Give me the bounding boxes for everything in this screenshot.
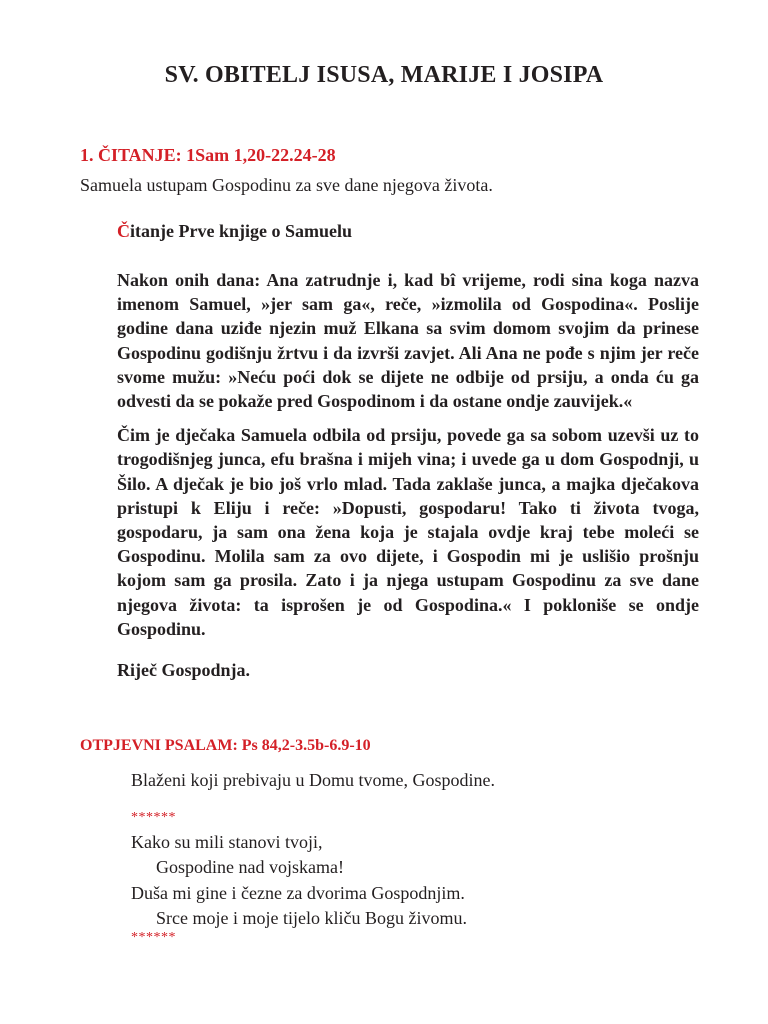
reading-intro	[117, 221, 352, 242]
verse-line: Kako su mili stanovi tvoji,	[131, 832, 323, 852]
document-title: SV. OBITELJ ISUSA, MARIJE I JOSIPA	[164, 62, 604, 88]
reading-body	[117, 268, 699, 692]
reading-intro-initial: Č	[117, 221, 130, 241]
reading-heading: 1. ČITANJE: 1Sam 1,20-22.24-28	[80, 145, 336, 165]
psalm-response: Blaženi koji prebivaju u Domu tvome, Gospodine.	[131, 770, 495, 790]
verse-line: Duša mi gine i čezne za dvorima Gospodnjim.	[131, 882, 465, 903]
reading-closing: Riječ Gospodnja.	[117, 660, 251, 681]
reading-paragraph: Nakon onih dana: Ana zatrudnje i, kad bî vrijeme, rodi sina koga nazva imenom Samuel, »jer sam ga«, reče, »izmolila od Gospodina«. Poslije godine dana uziđe njezin muž Elkana sa svim domom svojim da prinese Gospodinu godišnju žrtvu i da izvrši zavjet. Ali Ana ne pođe s njim jer reče svome mužu: »Neću poći dok se dijete ne odbije od prsiju, a onda ću ga odvesti da se pokaže pred Gospodinom i da ostane ondje zauvijek.«	[117, 270, 699, 412]
verse-line: Gospodine nad vojskama!	[156, 857, 344, 878]
psalm-heading: OTPJEVNI PSALAM: Ps 84,2-3.5b-6.9-10	[80, 737, 371, 754]
verse-separator-bottom: ******	[131, 930, 176, 945]
reading-intro-text: itanje Prve knjige o Samuelu	[130, 221, 352, 241]
psalm-verse	[131, 830, 467, 931]
verse-separator-top: ******	[131, 810, 176, 825]
verse-line: Srce moje i moje tijelo kliču Bogu živomu.	[156, 907, 467, 928]
reading-summary: Samuela ustupam Gospodinu za sve dane njegova života.	[80, 175, 493, 195]
reading-paragraph: Čim je dječaka Samuela odbila od prsiju, povede ga sa sobom uzevši uz to trogodišnjeg junca, efu brašna i mijeh vina; i uvede ga u dom Gospodnji, u Šilo. A dječak je bio još vrlo mlad. Tada zaklaše junca, a majka dječakova pristupi k Eliju i reče: »Dopusti, gospodaru! Tako ti života tvoga, gospodaru, ja sam ona žena koja je stajala ovdje kraj tebe moleći se Gospodinu. Molila sam za ovo dijete, i Gospodin mi je uslišio prošnju kojom sam ga prosila. Zato i ja njega ustupam Gospodinu za sve dane njegova života: ta isprošen je od Gospodina.« I pokloniše se ondje Gospodinu.	[117, 425, 699, 639]
